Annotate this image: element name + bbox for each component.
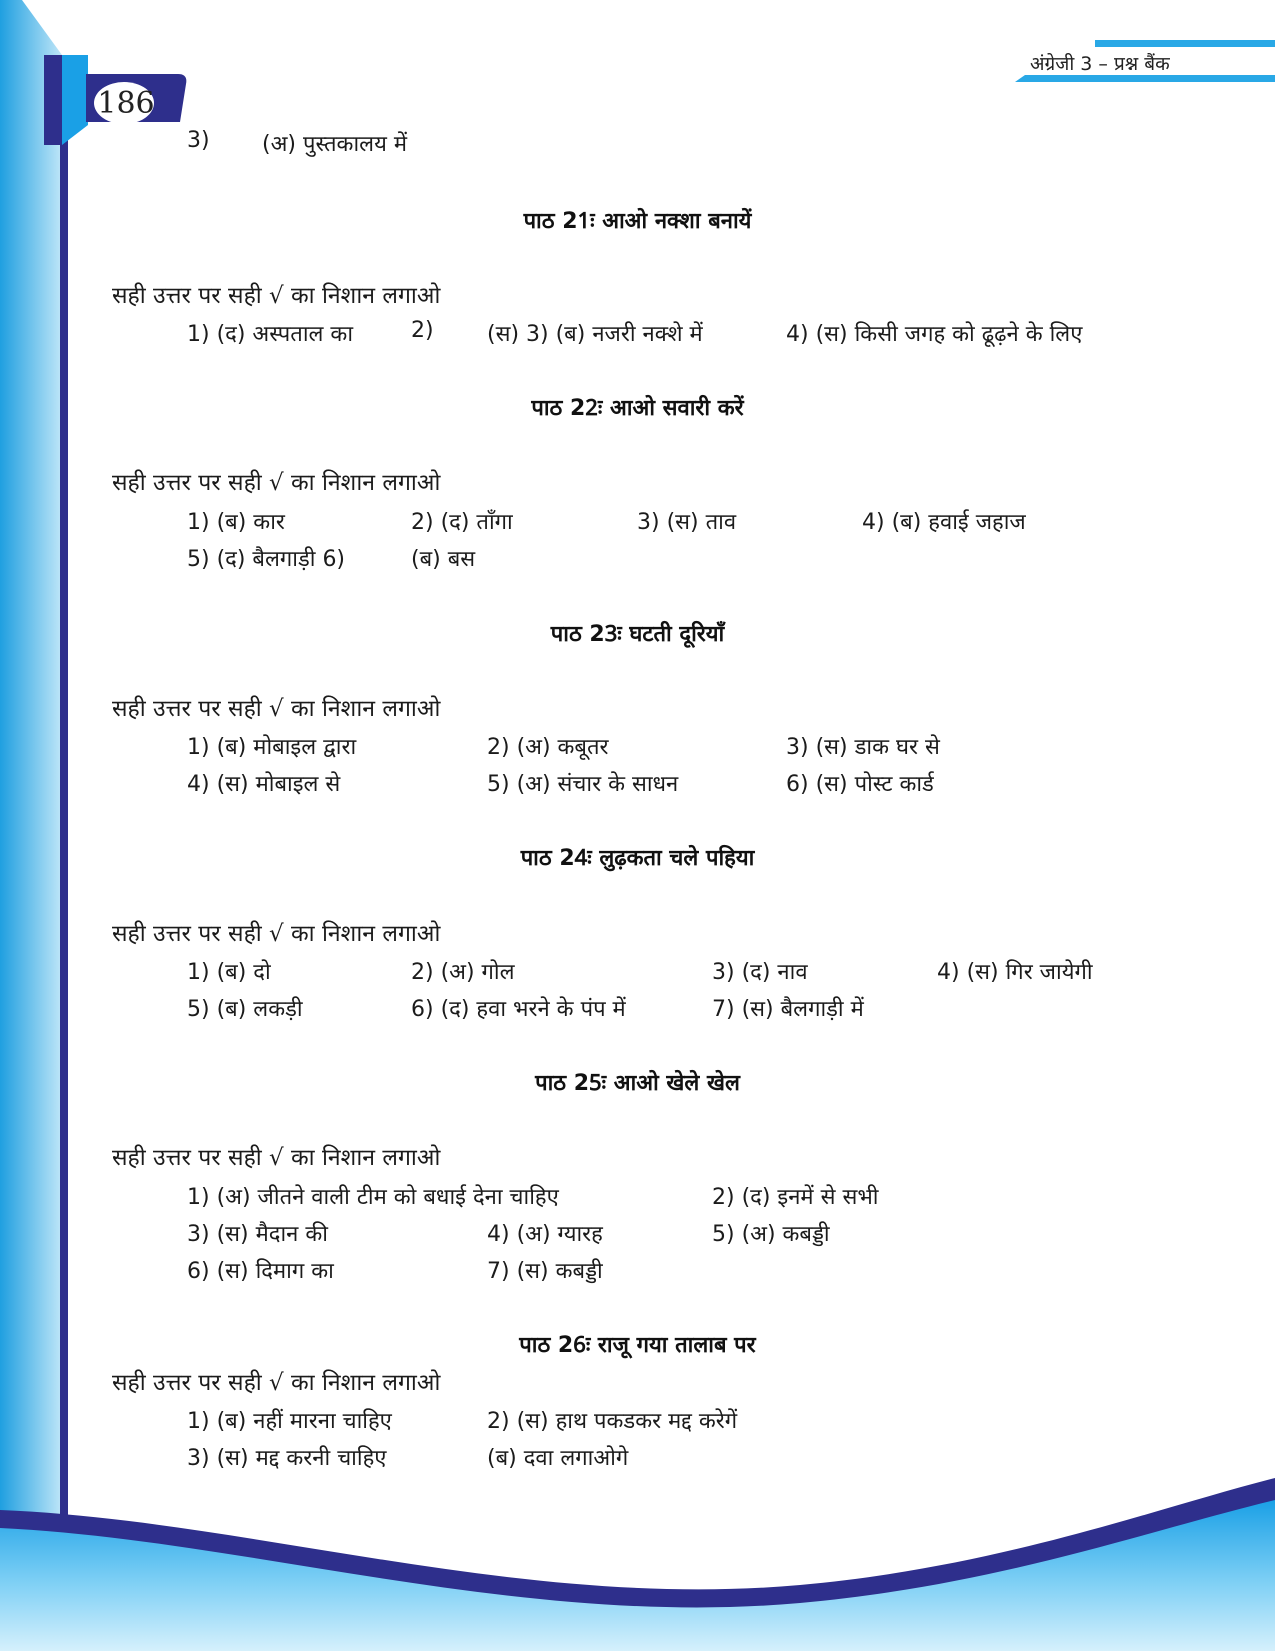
answer-item: 1) (ब) मोबाइल द्वारा [187,735,357,760]
header-stripe-bottom [1015,75,1275,82]
answer-item: 1) (द) अस्पताल का [187,322,354,347]
instruction-text: सही उत्तर पर सही √ का निशान लगाओ [112,470,441,496]
answer-item: (स) 3) (ब) नजरी नक्शे में [487,322,703,347]
answer-item: 1) (अ) जीतने वाली टीम को बधाई देना चाहिए [187,1185,559,1210]
answer-item: 6) (स) दिमाग का [187,1259,334,1284]
answer-item: 4) (ब) हवाई जहाज [862,510,1026,535]
section-heading: पाठ 25ः आओ खेले खेल [535,1071,740,1096]
header-title: अंग्रेजी 3 – प्रश्न बैंक [1030,53,1170,75]
section-heading: पाठ 21ः आओ नक्शा बनायें [523,209,752,234]
section-heading: पाठ 22ः आओ सवारी करें [531,396,744,421]
answer-item: 3) (स) ताव [637,510,737,535]
answer-item: 5) (अ) कबड्डी [712,1222,830,1247]
answer-item: 2) (स) हाथ पकडकर मद्द करेगें [487,1409,738,1434]
answer-item: 3) (स) डाक घर से [786,735,940,760]
answer-item: 3) [187,128,210,153]
answer-item: 4) (अ) ग्यारह [487,1222,603,1247]
header-stripe-top [1095,40,1275,47]
answer-item: 7) (स) कबड्डी [487,1259,603,1284]
instruction-text: सही उत्तर पर सही √ का निशान लगाओ [112,696,441,722]
flag-pole [44,55,62,145]
answer-item: 3) (स) मद्द करनी चाहिए [187,1446,387,1471]
page-number: 186 [97,86,155,121]
answer-item: 2) (द) इनमें से सभी [712,1185,879,1210]
answer-item: 1) (ब) दो [187,960,271,985]
left-strip [0,0,62,1651]
answer-item: 2) (अ) गोल [411,960,515,985]
answer-item: 3) (स) मैदान की [187,1222,328,1247]
answer-item: 2) [411,318,434,343]
answer-item: (ब) बस [411,547,476,572]
answer-item: 5) (द) बैलगाड़ी 6) [187,547,346,572]
answer-item: 1) (ब) नहीं मारना चाहिए [187,1409,392,1434]
answer-item: 5) (अ) संचार के साधन [487,772,679,797]
answer-item: 4) (स) किसी जगह को ढूढ़ने के लिए [786,322,1083,347]
answer-item: 7) (स) बैलगाड़ी में [712,997,864,1022]
bottom-wave-blue [0,1500,1275,1651]
instruction-text: सही उत्तर पर सही √ का निशान लगाओ [112,1145,441,1171]
answer-item: 2) (अ) कबूतर [487,735,609,760]
instruction-text: सही उत्तर पर सही √ का निशान लगाओ [112,1370,441,1396]
answer-item: 1) (ब) कार [187,510,285,535]
answer-item: (ब) दवा लगाओगे [487,1446,629,1471]
answer-item: (अ) पुस्तकालय में [262,132,407,157]
section-heading: पाठ 24ः लुढ़कता चले पहिया [520,846,755,871]
instruction-text: सही उत्तर पर सही √ का निशान लगाओ [112,283,441,309]
answer-item: 5) (ब) लकड़ी [187,997,303,1022]
answer-item: 6) (द) हवा भरने के पंप में [411,997,626,1022]
answer-item: 3) (द) नाव [712,960,808,985]
answer-item: 4) (स) मोबाइल से [187,772,341,797]
instruction-text: सही उत्तर पर सही √ का निशान लगाओ [112,921,441,947]
answer-item: 6) (स) पोस्ट कार्ड [786,772,934,797]
answer-item: 4) (स) गिर जायेगी [937,960,1093,985]
flag-accent [62,55,88,145]
answer-item: 2) (द) ताँगा [411,510,513,535]
section-heading: पाठ 26ः राजू गया तालाब पर [519,1333,756,1358]
section-heading: पाठ 23ः घटती दूरियाँ [550,622,725,647]
